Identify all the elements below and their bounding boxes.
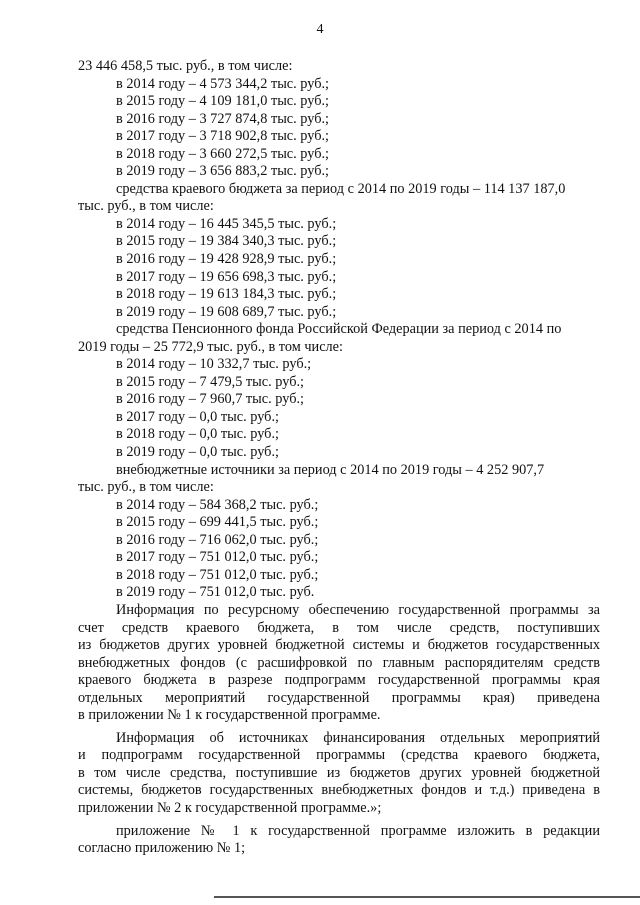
appendix-note-paragraph	[78, 823, 600, 858]
sources-info-line: в том числе средства, поступившие из бюджетов других уровней бюджетной	[78, 764, 600, 781]
extrabudgetary-year-2018: в 2018 году – 751 012,0 тыс. руб.;	[116, 566, 319, 583]
resources-info-line: Информация по ресурсному обеспечению государственной программы за	[116, 601, 600, 618]
page-number: 4	[316, 22, 324, 37]
federal-year-2018: в 2018 году – 3 660 272,5 тыс. руб.;	[116, 145, 330, 162]
pension-year-2017: в 2017 году – 0,0 тыс. руб.;	[116, 408, 279, 425]
pension-year-2015: в 2015 году – 7 479,5 тыс. руб.;	[116, 373, 305, 390]
regional-year-2016: в 2016 году – 19 428 928,9 тыс. руб.;	[116, 251, 337, 268]
extrabudgetary-year-2017: в 2017 году – 751 012,0 тыс. руб.;	[116, 549, 319, 566]
federal-year-2016: в 2016 году – 3 727 874,8 тыс. руб.;	[116, 110, 330, 127]
pension-year-2016: в 2016 году – 7 960,7 тыс. руб.;	[116, 391, 305, 408]
resources-info-line: внебюджетных фондов (с расшифровкой по главным распорядителям средств	[78, 654, 600, 671]
resources-info-line: краевого бюджета в разрезе подпрограмм государственной программы края	[78, 672, 600, 689]
document-body	[78, 58, 600, 858]
federal-year-2019: в 2019 году – 3 656 883,2 тыс. руб.;	[116, 163, 330, 180]
federal-year-2017: в 2017 году – 3 718 902,8 тыс. руб.;	[116, 128, 330, 145]
regional-year-2019: в 2019 году – 19 608 689,7 тыс. руб.;	[116, 303, 337, 320]
sources-info-line: Информация об источниках финансирования отдельных мероприятий	[116, 729, 600, 746]
pension-year-2018: в 2018 году – 0,0 тыс. руб.;	[116, 426, 279, 443]
resources-info-paragraph	[78, 602, 600, 725]
pension-year-2019: в 2019 году – 0,0 тыс. руб.;	[116, 444, 279, 461]
sources-info-line: системы, бюджетов государственных внебюджетных фондов и т.д.) приведена в	[78, 782, 600, 799]
federal-year-2014: в 2014 году – 4 573 344,2 тыс. руб.;	[116, 75, 330, 92]
pension-year-2014: в 2014 году – 10 332,7 тыс. руб.;	[116, 356, 312, 373]
extrabudgetary-year-2019: в 2019 году – 751 012,0 тыс. руб.	[116, 584, 315, 601]
sources-info-line: приложении № 2 к государственной программе.»;	[78, 799, 382, 816]
regional-year-2014: в 2014 году – 16 445 345,5 тыс. руб.;	[116, 215, 337, 232]
appendix-note-line: приложение № 1 к государственной программе изложить в редакции	[116, 822, 600, 839]
regional-intro-line2: тыс. руб., в том числе:	[78, 198, 214, 215]
appendix-note-line: согласно приложению № 1;	[78, 840, 246, 857]
sources-info-paragraph	[78, 730, 600, 818]
extrabudgetary-year-2016: в 2016 году – 716 062,0 тыс. руб.;	[116, 531, 319, 548]
regional-year-2017: в 2017 году – 19 656 698,3 тыс. руб.;	[116, 268, 337, 285]
regional-year-2015: в 2015 году – 19 384 340,3 тыс. руб.;	[116, 233, 337, 250]
extrabudgetary-year-2014: в 2014 году – 584 368,2 тыс. руб.;	[116, 496, 319, 513]
extrabudgetary-intro-line1: внебюджетные источники за период с 2014 по 2019 годы – 4 252 907,7	[116, 461, 545, 478]
resources-info-line: отдельных мероприятий государственной программы края) приведена	[78, 689, 600, 706]
pension-intro-line2: 2019 годы – 25 772,9 тыс. руб., в том числе:	[78, 338, 343, 355]
extrabudgetary-intro-line2: тыс. руб., в том числе:	[78, 479, 214, 496]
pension-intro-line1: средства Пенсионного фонда Российской Федерации за период с 2014 по	[116, 321, 562, 338]
resources-info-line: в приложении № 1 к государственной программе.	[78, 707, 381, 724]
scan-edge-line	[214, 896, 640, 898]
federal-year-2015: в 2015 году – 4 109 181,0 тыс. руб.;	[116, 93, 330, 110]
extrabudgetary-year-2015: в 2015 году – 699 441,5 тыс. руб.;	[116, 514, 319, 531]
regional-year-2018: в 2018 году – 19 613 184,3 тыс. руб.;	[116, 286, 337, 303]
resources-info-line: из бюджетов других уровней бюджетной системы и бюджетов государственных	[78, 637, 600, 654]
resources-info-line: счет средств краевого бюджета, в том числе средств, поступивших	[78, 619, 600, 636]
federal-total-line: 23 446 458,5 тыс. руб., в том числе:	[78, 58, 293, 74]
regional-intro-line1: средства краевого бюджета за период с 2014 по 2019 годы – 114 137 187,0	[116, 180, 566, 197]
sources-info-line: и подпрограмм государственной программы (средства краевого бюджета,	[78, 747, 600, 764]
